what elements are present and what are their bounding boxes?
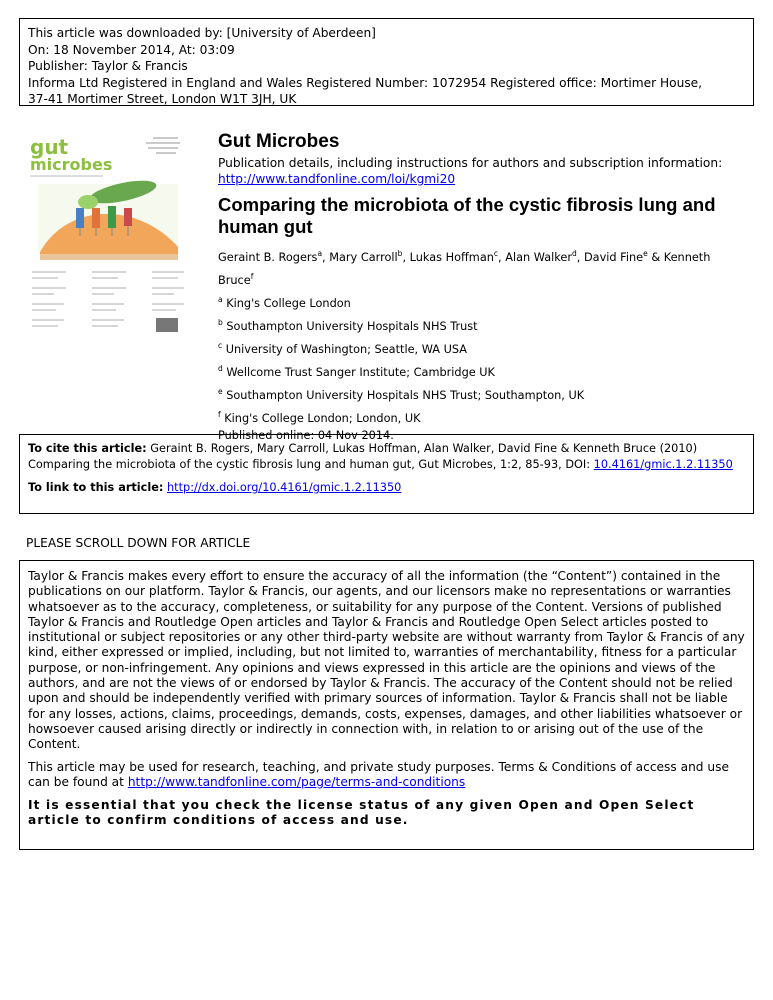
link-line bbox=[28, 480, 745, 496]
affiliation-text: University of Washington; Seattle, WA USA bbox=[225, 343, 467, 356]
author-separator: , bbox=[322, 251, 330, 264]
affiliation-mark: d bbox=[218, 364, 223, 373]
terms-link[interactable]: http://www.tandfonline.com/page/terms-and-conditions bbox=[127, 774, 466, 789]
affiliation-text: Southampton University Hospitals NHS Trust; Southampton, UK bbox=[226, 389, 585, 402]
license-notice: It is essential that you check the license status of any given Open and Open Select article to confirm conditions of access and use. bbox=[28, 798, 695, 828]
author-separator: , bbox=[576, 251, 584, 264]
affiliation-item bbox=[218, 405, 748, 428]
citation-box bbox=[19, 434, 754, 514]
cite-doi-link[interactable]: 10.4161/gmic.1.2.11350 bbox=[593, 458, 733, 471]
affiliation-list bbox=[218, 290, 748, 428]
article-info bbox=[218, 131, 748, 443]
journal-cover-image bbox=[28, 132, 188, 340]
journal-title: Gut Microbes bbox=[218, 131, 340, 152]
affiliation-item bbox=[218, 382, 748, 405]
affiliation-text: Wellcome Trust Sanger Institute; Cambridge UK bbox=[226, 366, 495, 379]
affiliation-item bbox=[218, 313, 748, 336]
affiliation-mark: c bbox=[218, 341, 223, 350]
author-affiliation-mark: b bbox=[397, 249, 403, 258]
affiliation-item bbox=[218, 336, 748, 359]
download-line-4: Informa Ltd Registered in England and Wales Registered Number: 1072954 Registered office: Mortimer House, bbox=[28, 75, 703, 90]
author-affiliation-mark: a bbox=[317, 249, 323, 258]
download-line-3: Publisher: Taylor & Francis bbox=[28, 59, 188, 73]
published-date: Published online: 04 Nov 2014. bbox=[218, 429, 394, 442]
author-separator: & bbox=[647, 251, 664, 264]
author-affiliation-mark: e bbox=[643, 249, 648, 258]
author-affiliation-mark: c bbox=[493, 249, 499, 258]
cite-text: Geraint B. Rogers, Mary Carroll, Lukas Hoffman, Alan Walker, David Fine & Kenneth Bruce (2010) Comparing the microbiota of the cystic fibrosis lung and human gut, Gut Microbes, 1:2, 85-93, DOI: bbox=[28, 442, 698, 471]
affiliation-item bbox=[218, 290, 748, 313]
article-title: Comparing the microbiota of the cystic fibrosis lung and human gut bbox=[218, 194, 716, 237]
scroll-down-notice: PLEASE SCROLL DOWN FOR ARTICLE bbox=[26, 536, 251, 550]
author-separator: , bbox=[402, 251, 410, 264]
publication-details bbox=[218, 155, 748, 187]
author-list bbox=[218, 244, 748, 290]
author-name: David Fine bbox=[583, 251, 644, 264]
disclaimer-paragraph-2 bbox=[28, 760, 745, 791]
journal-link[interactable]: http://www.tandfonline.com/loi/kgmi20 bbox=[218, 172, 456, 186]
author-name: Alan Walker bbox=[505, 251, 573, 264]
cite-label: To cite this article: bbox=[28, 442, 147, 455]
journal-cover-illustration bbox=[28, 132, 188, 340]
article-doi-link[interactable]: http://dx.doi.org/10.4161/gmic.1.2.11350 bbox=[167, 481, 402, 494]
disclaimer-paragraph-1: Taylor & Francis makes every effort to ensure the accuracy of all the information (the “Content”) contained in the publications on our platform. Taylor & Francis, our agents, and our licensors make no representations or warranties whatsoever as to the accuracy, completeness, or suitability for any purpose of the Content. Versions of published Taylor & Francis and Routledge Open articles and Taylor & Francis and Routledge Open Select articles posted to institutional or subject repositories or any other third-party website are without warranty from Taylor & Francis of any kind, either expressed or implied, including, but not limited to, warranties of merchantability, fitness for a particular purpose, or non-infringement. Any opinions and views expressed in this article are the opinions and views of the authors, and are not the views of or endorsed by Taylor & Francis. The accuracy of the Content should not be relied upon and should be independently verified with primary sources of information. Taylor & Francis shall not be liable for any losses, actions, claims, proceedings, demands, costs, expenses, damages, and other liabilities whatsoever or howsoever caused arising directly or indirectly in connection with, in relation to or arising out of the use of the Content. bbox=[28, 569, 745, 752]
author-affiliation-mark: f bbox=[250, 272, 254, 281]
affiliation-mark: b bbox=[218, 318, 223, 327]
author-name: Mary Carroll bbox=[329, 251, 398, 264]
affiliation-mark: f bbox=[218, 410, 221, 419]
affiliation-mark: e bbox=[218, 387, 223, 396]
link-label: To link to this article: bbox=[28, 481, 164, 494]
download-notice-box bbox=[19, 18, 754, 106]
author-name: Lukas Hoffman bbox=[409, 251, 494, 264]
affiliation-text: Southampton University Hospitals NHS Trust bbox=[226, 320, 478, 333]
download-line-2: On: 18 November 2014, At: 03:09 bbox=[28, 42, 235, 57]
author-separator: , bbox=[498, 251, 506, 264]
author-name: Geraint B. Rogers bbox=[218, 251, 318, 264]
terms-text: This article may be used for research, teaching, and private study purposes. Terms & Conditions of access and use can be found at bbox=[28, 759, 729, 789]
cite-line bbox=[28, 441, 745, 473]
affiliation-text: King's College London; London, UK bbox=[224, 412, 421, 425]
cover-logo-microbes: microbes bbox=[30, 155, 113, 174]
disclaimer-box bbox=[19, 560, 754, 850]
author-name: Kenneth Bruce bbox=[218, 251, 711, 287]
affiliation-item bbox=[218, 359, 748, 382]
author-affiliation-mark: d bbox=[572, 249, 577, 258]
cover-logo-gut: gut bbox=[30, 135, 69, 159]
affiliation-mark: a bbox=[218, 295, 223, 304]
affiliation-text: King's College London bbox=[226, 297, 351, 310]
download-line-5: 37-41 Mortimer Street, London W1T 3JH, UK bbox=[28, 92, 297, 106]
publication-details-text: Publication details, including instructions for authors and subscription information: bbox=[218, 156, 723, 170]
download-line-1: This article was downloaded by: [University of Aberdeen] bbox=[28, 26, 376, 40]
